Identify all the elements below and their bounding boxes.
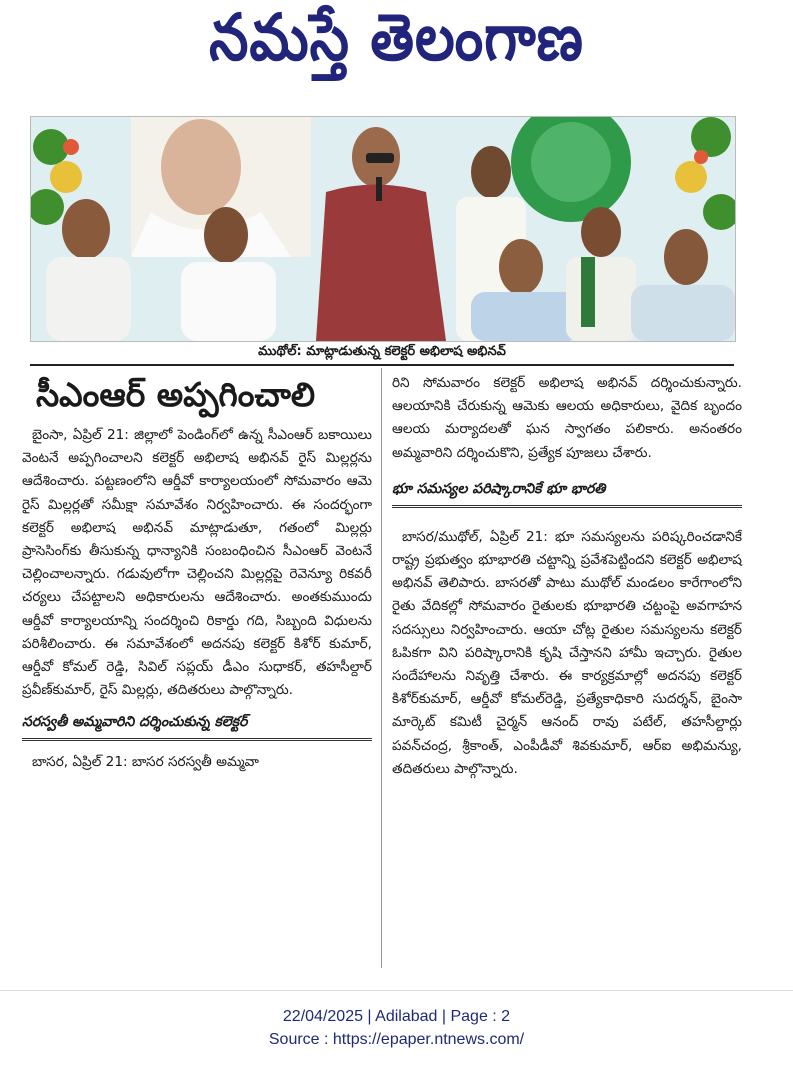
photo-caption: ముథోల్: మాట్లాడుతున్న కలెక్టర్ అభిలాష అభినవ్ (30, 342, 734, 366)
news-photo (30, 116, 736, 342)
edition-info: 22/04/2025 | Adilabad | Page : 2 (282, 1008, 511, 1025)
article-body-right: బాసర/ముథోల్, ఏప్రిల్ 21: భూ సమస్యలను పరిష్కరించడానికే రాష్ట్ర ప్రభుత్వం భూభారతి చట్టాన్ని ప్రవేశపెట్టిందని కలెక్టర్ అభిలాష అభినవ్ తెలిపారు. బాసరతో పాటు ముథోల్ మండలం కారేగాంలోని రైతు వేదికల్లో సోమవారం రైతులకు భూభారతి చట్టంపై అవగాహన సదస్సులు నిర్వహించారు. ఆయా చోట్ల రైతుల సమస్యలను కలెక్టర్ ఓపికగా విని పరిష్కారానికి కృషి చేస్తానని హామీ ఇచ్చారు. రైతుల సందేహాలను నివృత్తి చేశారు. ఈ కార్యక్రమాల్లో అదనపు కలెక్టర్ కిశోర్‌కుమార్, ఆర్డీవో కోమల్‌రెడ్డి, ప్రత్యేకాధికారి సుదర్శన్, బైంసా మార్కెట్ కమిటీ చైర్మన్ ఆనంద్ రావు పటేల్, తహసీల్దార్లు పవన్‌చంద్ర, శ్రీకాంత్, ఎంపీడీవో శివకుమార్, ఆర్ఐ అభిమన్యు, తదితరులు పాల్గొన్నారు. (392, 528, 742, 777)
article-left-column (22, 372, 372, 775)
source-link[interactable]: Source : https://epaper.ntnews.com/ (268, 1031, 525, 1048)
photo-illustration (31, 117, 735, 341)
article-body-left: బైంసా, ఏప్రిల్ 21: జిల్లాలో పెండింగ్‌లో ఉన్న సీఎంఆర్ బకాయిలు వెంటనే అప్పగించాలని కలెక్టర్ అభిలాష అభినవ్ రైస్ మిల్లర్లను ఆదేశించారు. పట్టణంలోని ఆర్డీవో కార్యాలయంలో సోమవారం ఆమె రైస్ మిల్లర్లతో సమీక్షా సమావేశం నిర్వహించారు. ఈ సందర్భంగా కలెక్టర్ అభిలాష అభినవ్ మాట్లాడుతూ, గతంలో మిల్లర్లు ప్రాసెసింగ్‌కు తీసుకున్న ధాన్యానికి సంబంధించిన సీఎంఆర్ వెంటనే చెల్లించాలన్నారు. గడువులోగా చెల్లించని మిల్లర్లపై రెవెన్యూ రికవరీ చర్యలు చేపట్టాలని అధికారులను ఆదేశించారు. అంతకుముందు ఆర్డీవో కార్యాలయాన్ని సందర్శించి రికార్డు గది, సిబ్బంది విధులను పరిశీలించారు. ఈ సమావేశంలో అదనపు కలెక్టర్ కిశోర్ కుమార్, ఆర్డీవో కోమల్ రెడ్డి, సివిల్ సప్లయ్ డీఎం సుధాకర్, తహసీల్దార్ ప్రవీణ్‌కుమార్, రైస్ మిల్లర్లు, తదితరులు పాల్గొన్నారు. (22, 427, 372, 699)
article-left-tail: బాసర, ఏప్రిల్ 21: బాసర సరస్వతీ అమ్మవా (32, 754, 259, 771)
article-right-continuation: రిని సోమవారం కలెక్టర్ అభిలాష అభినవ్ దర్శించుకున్నారు. ఆలయానికి చేరుకున్న ఆమెకు ఆలయ అధికారులు, వైదిక బృందం ఆలయ మర్యాదలతో ఘన స్వాగతం పలికారు. అనంతరం అమ్మవారిని దర్శించుకొని, ప్రత్యేక పూజలు చేశారు. (392, 375, 742, 461)
column-divider (381, 368, 382, 968)
newspaper-title: నమస్తే తెలంగాణ (209, 1, 584, 76)
banner-face (161, 119, 241, 215)
bottom-divider (0, 990, 793, 991)
logo-inner (531, 122, 611, 202)
subheading-bhu-bharathi: భూ సమస్యల పరిష్కారానికే భూ భారతి (392, 475, 742, 508)
article-right-column (392, 372, 742, 781)
subheading-saraswati-temple: సరస్వతీ అమ్మవారిని దర్శించుకున్న కలెక్టర్ (22, 708, 372, 741)
masthead (0, 0, 793, 78)
article-headline: సీఎంఆర్ అప్పగించాలి (36, 375, 316, 414)
microphone-icon (376, 177, 382, 201)
